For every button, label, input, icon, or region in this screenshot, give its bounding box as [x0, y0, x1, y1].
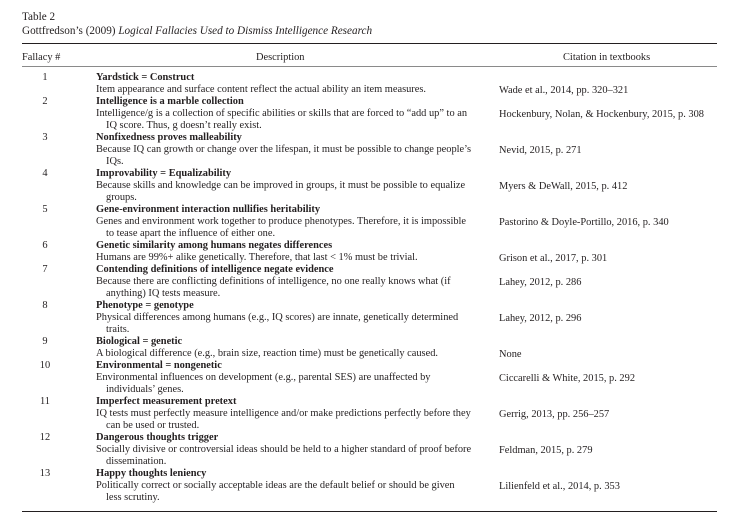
fallacy-citation: Feldman, 2015, p. 279	[499, 445, 593, 456]
fallacy-citation: Nevid, 2015, p. 271	[499, 145, 582, 156]
fallacy-name: Gene-environment interaction nullifies heritability	[96, 204, 321, 215]
fallacy-number: 11	[39, 396, 50, 407]
fallacy-description: Intelligence/g is a collection of specific abilities or skills that are forced to “add up” to an IQ score. Thus, g doesn’t really exist.	[96, 108, 468, 131]
fallacy-number: 8	[42, 300, 48, 311]
fallacy-number: 3	[42, 132, 48, 143]
fallacy-citation: Hockenbury, Nolan, & Hockenbury, 2015, p. 308	[499, 109, 704, 120]
fallacy-description: Item appearance and surface content reflect the actual ability an item measures.	[96, 84, 427, 95]
fallacy-description: Socially divisive or controversial ideas should be held to a higher standard of proof before dissemination.	[96, 444, 472, 467]
table-row	[0, 468, 752, 504]
fallacy-description: Humans are 99%+ alike genetically. Therefore, that last < 1% must be trivial.	[96, 252, 418, 263]
header-rule	[22, 66, 717, 67]
fallacy-citation: Lahey, 2012, p. 296	[499, 313, 582, 324]
fallacy-description: Politically correct or socially acceptable ideas are the default belief or should be given less scrutiny.	[96, 480, 455, 503]
fallacy-description: IQ tests must perfectly measure intelligence and/or make predictions perfectly before they can be used or trusted.	[96, 408, 471, 431]
fallacy-number: 1	[42, 72, 48, 83]
fallacy-name: Contending definitions of intelligence negate evidence	[96, 264, 334, 275]
fallacy-citation: None	[499, 349, 522, 360]
table-row	[0, 204, 752, 240]
fallacy-description: Physical differences among humans (e.g., IQ scores) are innate, genetically determined traits.	[96, 312, 459, 335]
top-rule	[22, 43, 717, 44]
header-fallacy-number: Fallacy #	[22, 52, 61, 63]
fallacy-name: Happy thoughts leniency	[96, 468, 207, 479]
fallacy-citation: Grison et al., 2017, p. 301	[499, 253, 608, 264]
header-description: Description	[256, 52, 305, 63]
fallacy-number: 6	[42, 240, 48, 251]
table-row	[0, 432, 752, 468]
table-title: Logical Fallacies Used to Dismiss Intelligence Research	[118, 24, 373, 37]
fallacy-name: Phenotype = genotype	[96, 300, 194, 311]
fallacy-citation: Ciccarelli & White, 2015, p. 292	[499, 373, 636, 384]
fallacy-name: Genetic similarity among humans negates differences	[96, 240, 333, 251]
fallacy-number: 4	[42, 168, 48, 179]
table-caption	[22, 11, 372, 38]
table-row	[0, 336, 752, 360]
fallacy-name: Biological = genetic	[96, 336, 183, 347]
fallacy-name: Yardstick = Construct	[96, 72, 195, 83]
fallacy-description: Genes and environment work together to produce phenotypes. Therefore, it is impossible to tease apart the influence of either one.	[96, 216, 467, 239]
fallacy-number: 7	[42, 264, 48, 275]
fallacy-description: Because IQ can growth or change over the lifespan, it must be possible to change people’s IQs.	[96, 144, 472, 167]
table-title-line	[22, 25, 372, 39]
fallacy-number: 13	[39, 468, 51, 479]
table-row	[0, 72, 752, 96]
table-row	[0, 264, 752, 300]
fallacy-citation: Myers & DeWall, 2015, p. 412	[499, 181, 628, 192]
table-body	[0, 72, 752, 504]
table-row	[0, 96, 752, 132]
fallacy-citation: Lahey, 2012, p. 286	[499, 277, 582, 288]
fallacy-name: Dangerous thoughts trigger	[96, 432, 219, 443]
fallacy-citation: Pastorino & Doyle-Portillo, 2016, p. 340	[499, 217, 669, 228]
fallacy-name: Imperfect measurement pretext	[96, 396, 237, 407]
bottom-rule	[22, 511, 717, 512]
table-title-prefix: Gottfredson’s (2009)	[22, 24, 119, 37]
fallacy-description: Environmental influences on development (e.g., parental SES) are unaffected by individuals’ genes.	[96, 372, 431, 395]
table-row	[0, 396, 752, 432]
fallacy-description: Because skills and knowledge can be improved in groups, it must be possible to equalize groups.	[96, 180, 466, 203]
fallacy-number: 5	[42, 204, 48, 215]
fallacy-citation: Gerrig, 2013, pp. 256–257	[499, 409, 610, 420]
fallacy-name: Nonfixedness proves malleability	[96, 132, 242, 143]
table-row	[0, 168, 752, 204]
fallacy-citation: Lilienfeld et al., 2014, p. 353	[499, 481, 620, 492]
fallacy-number: 9	[42, 336, 48, 347]
fallacy-name: Environmental = nongenetic	[96, 360, 222, 371]
fallacy-name: Improvability = Equalizability	[96, 168, 232, 179]
table-label: Table 2	[22, 11, 56, 23]
table-row	[0, 360, 752, 396]
fallacy-description: Because there are conflicting definitions of intelligence, no one really knows what (if anything) IQ tests measure.	[96, 276, 451, 299]
fallacy-number: 12	[39, 432, 51, 443]
fallacy-number: 10	[39, 360, 51, 371]
fallacy-number: 2	[42, 96, 48, 107]
table-row	[0, 300, 752, 336]
table-row	[0, 240, 752, 264]
fallacy-description: A biological difference (e.g., brain size, reaction time) must be genetically caused.	[96, 348, 438, 359]
header-citation: Citation in textbooks	[563, 52, 651, 63]
fallacy-name: Intelligence is a marble collection	[96, 96, 244, 107]
table-row	[0, 132, 752, 168]
fallacy-citation: Wade et al., 2014, pp. 320–321	[499, 85, 629, 96]
